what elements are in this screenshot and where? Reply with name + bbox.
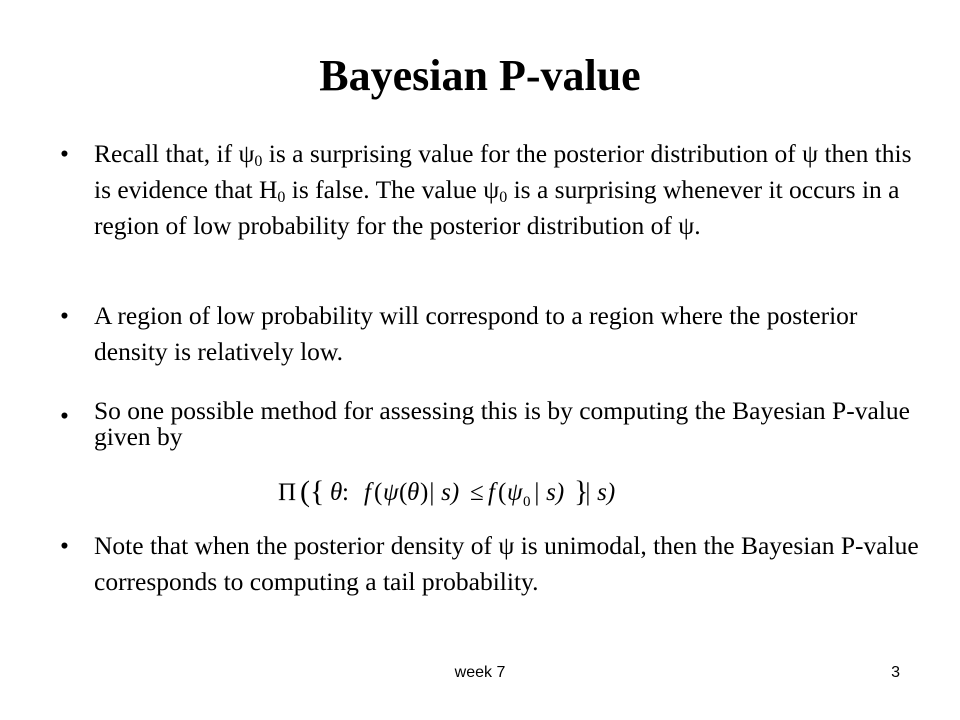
formula-psi: ψ (383, 479, 399, 506)
formula-paren-2: ( (498, 479, 507, 506)
slide-title: Bayesian P-value (319, 51, 641, 100)
formula-paren: ( (374, 479, 383, 506)
bullet-marker: • (60, 531, 69, 560)
bullet-marker: • (60, 301, 69, 330)
formula-paren-inner: ( (399, 479, 408, 506)
bullet-unimodal (60, 528, 920, 600)
formula-theta-2: θ (407, 479, 420, 506)
bullet-text: Recall that, if $\psi_0$ is a surprising value for the posterior distribution of ψ then this is evidence that $H_0$ is false. The value $\psi_0$ is a surprising whenever it occurs in a region of low probability for the posterior distribution of ψ. (94, 139, 912, 240)
bullet-text: A region of low probability will correspond to a region where the posterior density is relatively low. (94, 301, 858, 366)
footer-page-number: 3 (891, 664, 900, 681)
formula-tail: | s) (584, 479, 616, 506)
formula-close-set: } (574, 475, 589, 508)
formula-f: f (364, 479, 371, 506)
formula-colon: : (342, 479, 349, 506)
bullet-text: Note that when the posterior density of ψ is unimodal, then the Bayesian P-value corresponds to computing a tail probability. (94, 531, 919, 596)
bullet-low-probability (60, 298, 920, 370)
formula-theta: θ (330, 479, 343, 506)
bullet-text: So one possible method for assessing this is by computing the Bayesian P-value given by (94, 396, 910, 451)
formula-open: ({ (300, 475, 325, 508)
bayesian-p-value-formula (278, 470, 638, 514)
formula-sub0: 0 (523, 494, 531, 510)
bullet-method (60, 398, 920, 450)
bullet-marker: • (60, 401, 69, 430)
formula-pi: Π (278, 479, 297, 506)
formula-paren-inner-close: ) (420, 479, 429, 506)
bullet-recall (60, 136, 920, 244)
formula-given-s: | s) (428, 479, 460, 506)
formula-le: ≤ (470, 479, 484, 506)
formula-given-s-2: | s) (533, 479, 565, 506)
bullet-marker: • (60, 139, 69, 168)
footer-week: week 7 (454, 664, 506, 681)
formula-f-2: f (488, 479, 495, 506)
formula-psi-2: ψ (507, 479, 523, 506)
